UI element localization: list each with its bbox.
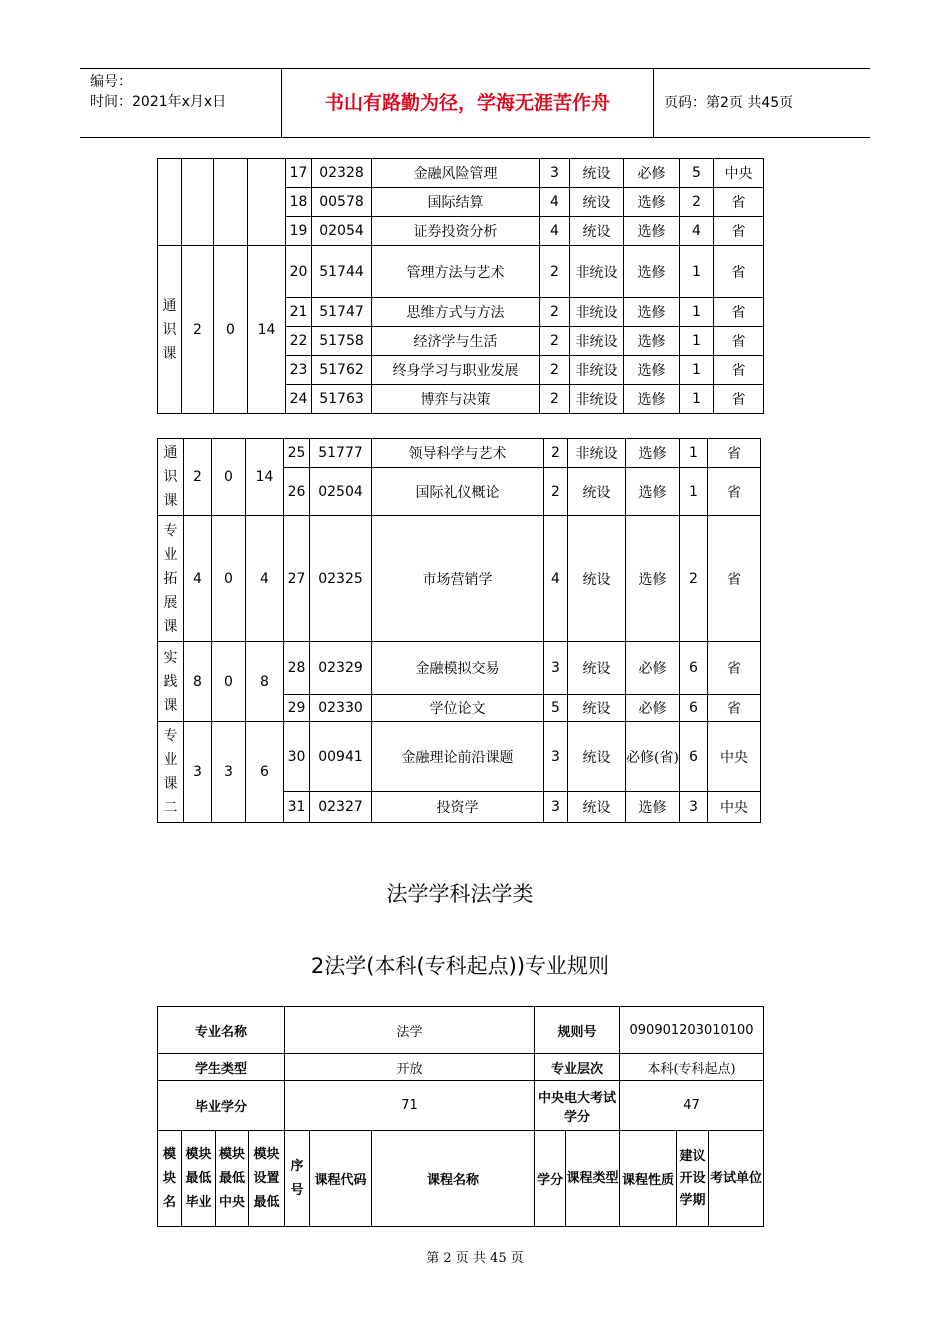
- module-name-cell: 通识课: [158, 246, 182, 414]
- unit-cell: 中央: [708, 722, 761, 792]
- unit-cell: 省: [714, 356, 764, 385]
- course-name-cell: 金融模拟交易: [372, 642, 544, 695]
- column-header: 考试单位: [709, 1131, 764, 1227]
- unit-cell: 省: [708, 642, 761, 695]
- course-name-cell: 金融理论前沿课题: [372, 722, 544, 792]
- unit-cell: 省: [708, 439, 761, 468]
- page-footer: 第 2 页 共 45 页: [426, 1251, 524, 1266]
- nature-cell: 必修(省): [626, 722, 680, 792]
- nature-cell: 选修: [626, 792, 680, 823]
- credit-cell: 2: [544, 439, 568, 468]
- nature-cell: 必修: [626, 695, 680, 722]
- section-subtitle: 2法学(本科(专科起点))专业规则: [310, 954, 610, 978]
- column-header: 模块设置最低: [249, 1131, 285, 1227]
- credit-cell: 4: [540, 188, 570, 217]
- term-cell: 1: [680, 356, 714, 385]
- unit-cell: 省: [708, 516, 761, 642]
- nature-cell: 选修: [626, 516, 680, 642]
- module-min-set-cell: 4: [246, 516, 284, 642]
- column-header: 模块名: [158, 1131, 182, 1227]
- term-cell: 6: [680, 722, 708, 792]
- seq-cell: 23: [286, 356, 312, 385]
- column-header: 模块最低毕业: [182, 1131, 216, 1227]
- seq-cell: 29: [284, 695, 310, 722]
- course-table-1: [157, 158, 764, 414]
- module-min-set-cell: 6: [246, 722, 284, 823]
- course-name-cell: 思维方式与方法: [372, 298, 540, 327]
- seq-cell: 27: [284, 516, 310, 642]
- type-cell: 非统设: [570, 246, 624, 298]
- type-cell: 统设: [568, 468, 626, 516]
- term-cell: 2: [680, 188, 714, 217]
- credit-cell: 2: [540, 356, 570, 385]
- table-row: [158, 1081, 764, 1131]
- grad-credit-value: 71: [285, 1081, 535, 1131]
- header-meta: [80, 69, 282, 137]
- type-cell: 统设: [568, 792, 626, 823]
- column-header: 学分: [535, 1131, 566, 1227]
- code-cell: 00941: [310, 722, 372, 792]
- type-cell: 统设: [570, 217, 624, 246]
- level-label: 专业层次: [535, 1054, 620, 1081]
- code-cell: 02330: [310, 695, 372, 722]
- seq-cell: 28: [284, 642, 310, 695]
- module-cell: [158, 159, 182, 246]
- header-motto: 书山有路勤为径，学海无涯苦作舟: [282, 69, 654, 137]
- unit-cell: 中央: [714, 159, 764, 188]
- type-cell: 统设: [568, 695, 626, 722]
- unit-cell: 省: [714, 385, 764, 414]
- term-cell: 6: [680, 695, 708, 722]
- column-header: 建议开设学期: [677, 1131, 709, 1227]
- type-cell: 非统设: [570, 356, 624, 385]
- unit-cell: 省: [714, 246, 764, 298]
- credit-cell: 2: [540, 385, 570, 414]
- code-cell: 02329: [310, 642, 372, 695]
- unit-cell: 省: [714, 217, 764, 246]
- course-name-cell: 投资学: [372, 792, 544, 823]
- type-cell: 统设: [568, 722, 626, 792]
- seq-cell: 21: [286, 298, 312, 327]
- central-exam-value: 47: [620, 1081, 764, 1131]
- major-rule-table: [157, 1006, 764, 1227]
- module-min-grad-cell: 4: [184, 516, 212, 642]
- table-row: [158, 642, 761, 695]
- code-cell: 51744: [312, 246, 372, 298]
- course-name-cell: 国际礼仪概论: [372, 468, 544, 516]
- credit-cell: 2: [540, 246, 570, 298]
- module-min-central-cell: 0: [212, 439, 246, 516]
- seq-cell: 18: [286, 188, 312, 217]
- module-cell: [214, 159, 248, 246]
- code-cell: 51747: [312, 298, 372, 327]
- nature-cell: 选修: [626, 468, 680, 516]
- term-cell: 1: [680, 298, 714, 327]
- type-cell: 非统设: [568, 439, 626, 468]
- major-name-label: 专业名称: [158, 1007, 285, 1054]
- code-cell: 02328: [312, 159, 372, 188]
- module-min-set-cell: 8: [246, 642, 284, 722]
- column-header: 课程名称: [372, 1131, 535, 1227]
- course-name-cell: 领导科学与艺术: [372, 439, 544, 468]
- type-cell: 统设: [568, 516, 626, 642]
- seq-cell: 31: [284, 792, 310, 823]
- term-cell: 6: [680, 642, 708, 695]
- term-cell: 1: [680, 385, 714, 414]
- header-page-label: 页码：第2页 共45页: [664, 95, 794, 111]
- code-cell: 51763: [312, 385, 372, 414]
- column-header: 课程类型: [566, 1131, 620, 1227]
- student-type-label: 学生类型: [158, 1054, 285, 1081]
- course-name-cell: 市场营销学: [372, 516, 544, 642]
- credit-cell: 5: [544, 695, 568, 722]
- section-title: 法学学科法学类: [386, 882, 534, 906]
- column-header: 序号: [285, 1131, 310, 1227]
- code-cell: 51762: [312, 356, 372, 385]
- type-cell: 统设: [570, 159, 624, 188]
- module-min-central-cell: 0: [214, 246, 248, 414]
- code-cell: 02325: [310, 516, 372, 642]
- term-cell: 1: [680, 468, 708, 516]
- nature-cell: 必修: [624, 159, 680, 188]
- seq-cell: 19: [286, 217, 312, 246]
- number-label: 编号：: [90, 74, 132, 90]
- table-row: [158, 516, 761, 642]
- code-cell: 02504: [310, 468, 372, 516]
- term-cell: 1: [680, 246, 714, 298]
- module-cell: [248, 159, 286, 246]
- credit-cell: 3: [544, 722, 568, 792]
- page-header: [80, 68, 870, 138]
- type-cell: 非统设: [570, 327, 624, 356]
- term-cell: 1: [680, 327, 714, 356]
- type-cell: 非统设: [570, 385, 624, 414]
- central-exam-label: 中央电大考试学分: [535, 1081, 620, 1131]
- course-name-cell: 学位论文: [372, 695, 544, 722]
- credit-cell: 3: [544, 642, 568, 695]
- column-header: 课程代码: [310, 1131, 372, 1227]
- credit-cell: 4: [540, 217, 570, 246]
- seq-cell: 25: [284, 439, 310, 468]
- nature-cell: 选修: [624, 246, 680, 298]
- code-cell: 51777: [310, 439, 372, 468]
- module-min-central-cell: 3: [212, 722, 246, 823]
- nature-cell: 选修: [626, 439, 680, 468]
- term-cell: 4: [680, 217, 714, 246]
- module-name-cell: 专业课二: [158, 722, 184, 823]
- type-cell: 统设: [568, 642, 626, 695]
- term-cell: 1: [680, 439, 708, 468]
- level-value: 本科(专科起点): [620, 1054, 764, 1081]
- major-name-value: 法学: [285, 1007, 535, 1054]
- nature-cell: 选修: [624, 188, 680, 217]
- term-cell: 2: [680, 516, 708, 642]
- rule-no-label: 规则号: [535, 1007, 620, 1054]
- type-cell: 非统设: [570, 298, 624, 327]
- nature-cell: 选修: [624, 298, 680, 327]
- nature-cell: 选修: [624, 327, 680, 356]
- grad-credit-label: 毕业学分: [158, 1081, 285, 1131]
- seq-cell: 26: [284, 468, 310, 516]
- code-cell: 51758: [312, 327, 372, 356]
- course-name-cell: 博弈与决策: [372, 385, 540, 414]
- nature-cell: 选修: [624, 356, 680, 385]
- table-row: [158, 159, 764, 188]
- table-header-row: [158, 1131, 764, 1227]
- column-header: 课程性质: [620, 1131, 677, 1227]
- module-min-central-cell: 0: [212, 516, 246, 642]
- credit-cell: 2: [540, 327, 570, 356]
- unit-cell: 省: [714, 327, 764, 356]
- module-min-grad-cell: 3: [184, 722, 212, 823]
- table-row: [158, 439, 761, 468]
- unit-cell: 省: [708, 468, 761, 516]
- seq-cell: 30: [284, 722, 310, 792]
- course-name-cell: 证券投资分析: [372, 217, 540, 246]
- code-cell: 00578: [312, 188, 372, 217]
- term-cell: 3: [680, 792, 708, 823]
- course-name-cell: 金融风险管理: [372, 159, 540, 188]
- code-cell: 02054: [312, 217, 372, 246]
- module-name-cell: 专业拓展课: [158, 516, 184, 642]
- type-cell: 统设: [570, 188, 624, 217]
- credit-cell: 4: [544, 516, 568, 642]
- column-header: 模块最低中央: [216, 1131, 249, 1227]
- time-label: 时间：2021年x月x日: [90, 94, 227, 110]
- course-name-cell: 终身学习与职业发展: [372, 356, 540, 385]
- rule-no-value: 090901203010100: [620, 1007, 764, 1054]
- nature-cell: 选修: [624, 217, 680, 246]
- code-cell: 02327: [310, 792, 372, 823]
- credit-cell: 3: [540, 159, 570, 188]
- module-min-grad-cell: 2: [182, 246, 214, 414]
- unit-cell: 省: [714, 188, 764, 217]
- unit-cell: 中央: [708, 792, 761, 823]
- module-name-cell: 实践课: [158, 642, 184, 722]
- nature-cell: 必修: [626, 642, 680, 695]
- credit-cell: 2: [540, 298, 570, 327]
- module-min-set-cell: 14: [246, 439, 284, 516]
- nature-cell: 选修: [624, 385, 680, 414]
- credit-cell: 2: [544, 468, 568, 516]
- course-name-cell: 经济学与生活: [372, 327, 540, 356]
- module-name-cell: 通识课: [158, 439, 184, 516]
- module-min-central-cell: 0: [212, 642, 246, 722]
- module-min-set-cell: 14: [248, 246, 286, 414]
- student-type-value: 开放: [285, 1054, 535, 1081]
- seq-cell: 17: [286, 159, 312, 188]
- table-row: [158, 1054, 764, 1081]
- course-name-cell: 国际结算: [372, 188, 540, 217]
- seq-cell: 20: [286, 246, 312, 298]
- module-min-grad-cell: 2: [184, 439, 212, 516]
- unit-cell: 省: [714, 298, 764, 327]
- credit-cell: 3: [544, 792, 568, 823]
- module-min-grad-cell: 8: [184, 642, 212, 722]
- seq-cell: 24: [286, 385, 312, 414]
- seq-cell: 22: [286, 327, 312, 356]
- table-row: [158, 722, 761, 792]
- course-name-cell: 管理方法与艺术: [372, 246, 540, 298]
- unit-cell: 省: [708, 695, 761, 722]
- term-cell: 5: [680, 159, 714, 188]
- course-table-2: [157, 438, 761, 823]
- module-cell: [182, 159, 214, 246]
- table-row: [158, 246, 764, 298]
- table-row: [158, 1007, 764, 1054]
